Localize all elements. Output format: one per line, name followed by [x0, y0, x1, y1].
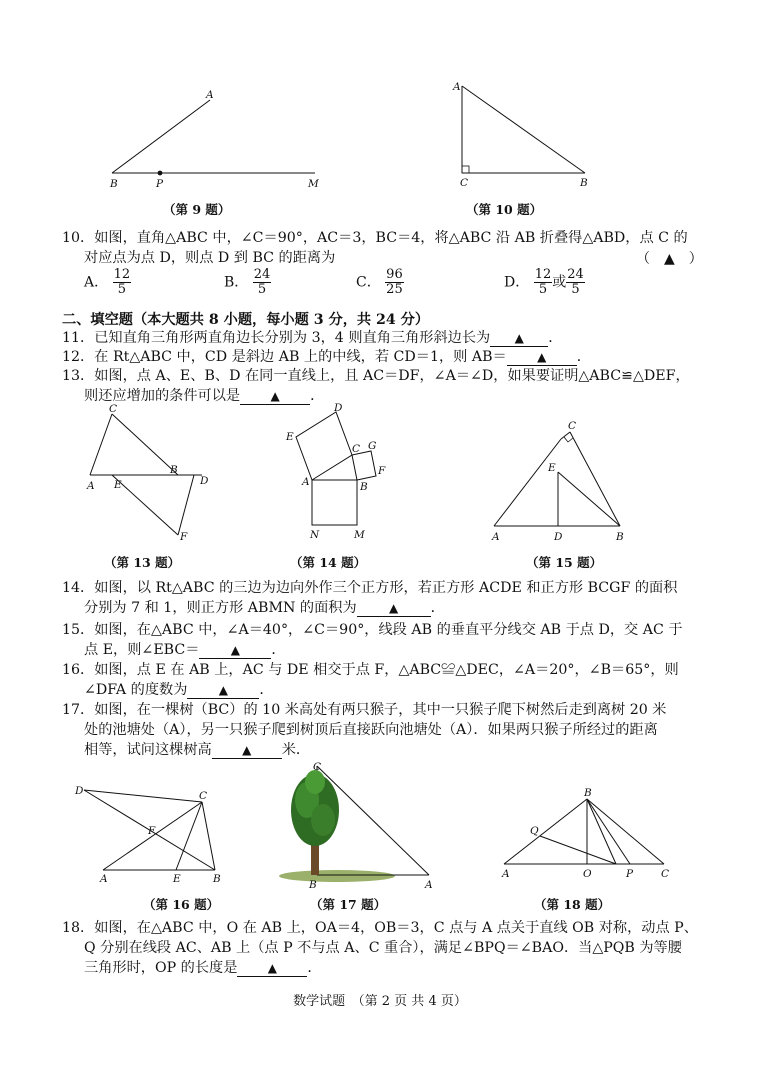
- figure-14: [280, 402, 400, 542]
- svg-text:B: B: [309, 879, 317, 891]
- svg-text:D: D: [334, 402, 343, 414]
- q10-option-b: B． $\frac{24}{5}$: [224, 267, 271, 297]
- caption-fig13: （第 13 题）: [104, 555, 181, 570]
- svg-text:A: A: [302, 476, 310, 488]
- section-2-heading: 二、填空题（本大题共 8 小题，每小题 3 分，共 24 分）: [62, 312, 430, 328]
- q12: 12．在 Rt△ABC 中，CD 是斜边 AB 上的中线，若 CD＝1，则 AB＝ ▲ ．: [62, 349, 591, 365]
- svg-text:E: E: [173, 873, 181, 885]
- fig9-label-m: M: [308, 178, 319, 190]
- svg-text:P: P: [626, 868, 634, 880]
- caption-fig9: （第 9 题）: [163, 202, 231, 217]
- svg-text:D: D: [75, 785, 84, 797]
- q17-line1: 17．如图，在一棵树（BC）的 10 米高处有两只猴子，其中一只猴子爬下树然后走到离树 20 米: [62, 702, 667, 718]
- svg-text:E: E: [114, 479, 122, 491]
- q13-line1: 13．如图，点 A、E、B、D 在同一直线上，且 AC＝DF，∠A＝∠D，如果要证明△ABC≌△DEF，: [62, 368, 690, 384]
- answer-blank-mark: ▲: [514, 331, 524, 345]
- fig10-label-a: A: [453, 81, 461, 93]
- svg-text:D: D: [554, 531, 563, 543]
- q16-line2: ∠DFA 的度数为 ▲ ．: [84, 682, 274, 698]
- q18-line1: 18．如图，在△ABC 中，O 在 AB 上，OA＝4，OB＝3，C 点与 A 点关于直线 OB 对称，动点 P、: [62, 920, 698, 936]
- q10-option-a: A． $\frac{12}{5}$: [84, 267, 131, 297]
- svg-text:C: C: [313, 761, 322, 773]
- caption-fig10: （第 10 题）: [466, 202, 543, 217]
- q16-line1: 16．如图，点 E 在 AB 上，AC 与 DE 相交于点 F，△ABC≌△DEC，∠A＝20°，∠B＝65°，则: [62, 662, 679, 678]
- figure-15: [486, 416, 636, 543]
- svg-text:N: N: [310, 529, 320, 541]
- q10-line1: 10．如图，直角△ABC 中，∠C＝90°，AC＝3，BC＝4，将△ABC 沿 AB 折叠得△ABD，点 C 的: [62, 230, 688, 246]
- svg-text:G: G: [368, 440, 377, 452]
- fig9-label-a: A: [206, 89, 214, 101]
- q11: 11．已知直角三角形两直角边长分别为 3，4 则直角三角形斜边长为 ▲ ．: [62, 330, 563, 346]
- q10-answer-slot: （ ▲ ）: [636, 251, 703, 267]
- q10-line2: 对应点为点 D，则点 D 到 BC 的距离为: [84, 250, 336, 266]
- svg-text:C: C: [661, 868, 670, 880]
- svg-text:E: E: [548, 462, 556, 474]
- figure-9: [100, 80, 330, 190]
- figure-10: [450, 80, 600, 190]
- q18-line2: Q 分别在线段 AC、AB 上（点 P 不与点 A、C 重合），满足∠BPQ＝∠BAO．当△PQB 为等腰: [84, 940, 682, 956]
- svg-text:O: O: [583, 868, 592, 880]
- svg-text:C: C: [109, 403, 118, 415]
- caption-fig17: （第 17 题）: [310, 897, 387, 912]
- q10-option-c: C． $\frac{96}{25}$: [356, 267, 403, 297]
- figure-18: [496, 784, 676, 884]
- fig9-label-p: P: [156, 178, 164, 190]
- q14-line1: 14．如图，以 Rt△ABC 的三边为边向外作三个正方形，若正方形 ACDE 和正方形 BCGF 的面积: [62, 580, 678, 596]
- q14-line2: 分别为 7 和 1，则正方形 ABMN 的面积为 ▲ ．: [84, 600, 445, 616]
- svg-text:M: M: [354, 529, 365, 541]
- fig10-label-b: B: [580, 177, 588, 189]
- svg-text:B: B: [584, 787, 592, 799]
- svg-text:F: F: [148, 825, 156, 837]
- svg-text:D: D: [200, 475, 209, 487]
- svg-text:A: A: [100, 873, 108, 885]
- q15-line1: 15．如图，在△ABC 中，∠A＝40°，∠C＝90°，线段 AB 的垂直平分线交 AB 于点 D，交 AC 于: [62, 622, 683, 638]
- svg-text:Q: Q: [530, 825, 539, 837]
- q10-option-d: D． $\frac{12}{5}$ 或 $\frac{24}{5}$: [504, 267, 584, 297]
- svg-text:B: B: [360, 481, 368, 493]
- q17-line2: 处的池塘处（A），另一只猴子爬到树顶后直接跃向池塘处（A）．如果两只猴子所经过的距离: [84, 722, 658, 738]
- fig9-label-b: B: [110, 178, 118, 190]
- svg-text:F: F: [180, 531, 188, 543]
- svg-text:B: B: [170, 464, 178, 476]
- caption-fig18: （第 18 题）: [534, 897, 611, 912]
- caption-fig15: （第 15 题）: [526, 555, 603, 570]
- caption-fig16: （第 16 题）: [143, 897, 220, 912]
- svg-text:F: F: [378, 465, 386, 477]
- q13-line2: 则还应增加的条件可以是 ▲ ．: [84, 388, 325, 404]
- svg-text:A: A: [87, 480, 95, 492]
- svg-text:A: A: [502, 868, 510, 880]
- svg-text:B: B: [213, 873, 221, 885]
- figure-16: [72, 782, 232, 885]
- svg-text:A: A: [492, 531, 500, 543]
- q15-line2: 点 E，则∠EBC＝ ▲ ．: [84, 642, 286, 658]
- page-footer: 数学试题 （第 2 页 共 4 页）: [293, 994, 467, 1009]
- svg-text:B: B: [616, 531, 624, 543]
- svg-text:C: C: [352, 443, 361, 455]
- svg-text:C: C: [568, 420, 577, 432]
- fig10-label-c: C: [460, 177, 469, 189]
- figure-13: [82, 402, 222, 542]
- svg-text:C: C: [199, 790, 208, 802]
- figure-17: [285, 760, 445, 890]
- q18-line3: 三角形时，OP 的长度是 ▲ ．: [84, 960, 322, 976]
- svg-text:A: A: [425, 879, 433, 891]
- q17-line3: 相等，试问这棵树高 ▲ 米．: [84, 742, 311, 758]
- svg-text:E: E: [286, 431, 294, 443]
- caption-fig14: （第 14 题）: [290, 555, 367, 570]
